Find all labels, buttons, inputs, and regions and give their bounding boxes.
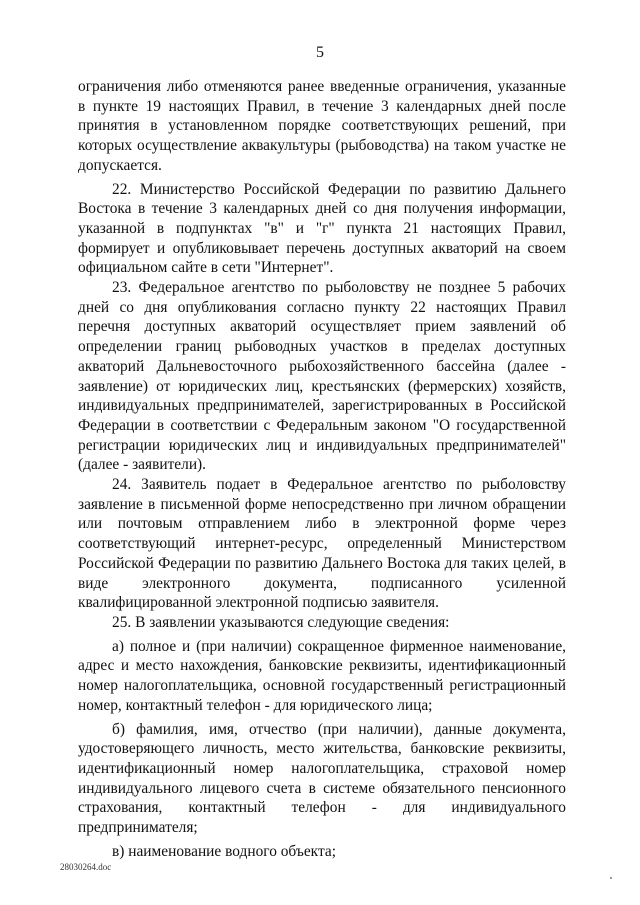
document-body [78,77,566,861]
subparagraph-b: б) фамилия, имя, отчество (при наличии), данные документа, удостоверяющего личность, место жительства, банковские реквизиты, идентификационный номер налогоплательщика, страховой номер индивидуального лицевого счета в системе обязательного пенсионного страхования, контактный телефон - для индивидуального предпринимателя; [78,720,566,837]
paragraph-25: 25. В заявлении указываются следующие сведения: [112,613,450,631]
paragraph-22: 22. Министерство Российской Федерации по развитию Дальнего Востока в течение 3 календарных дней со дня получения информации, указанной в подпунктах "в" и "г" пункта 21 настоящих Правил, формирует и опубликовывает перечень доступных акваторий на своем официальном сайте в сети "Интернет". [78,180,566,277]
subparagraph-a: а) полное и (при наличии) сокращенное фирменное наименование, адрес и место нахождения, банковские реквизиты, идентификационный номер налогоплательщика, основной государственный регистрационный номер, контактный телефон - для юридического лица; [78,637,566,714]
document-file-id: 28030264.doc [60,862,112,872]
paragraph-23: 23. Федеральное агентство по рыболовству не позднее 5 рабочих дней со дня опубликования согласно пункту 22 настоящих Правил перечня доступных акваторий осуществляет прием заявлений об определении границ рыбоводных участков в пределах доступных акваторий Дальневосточного рыбохозяйственного бассейна (далее - заявление) от юридических лиц, крестьянских (фермерских) хозяйств, индивидуальных предпринимателей, зарегистрированных в Российской Федерации в соответствии с Федеральным законом "О государственной регистрации юридических лиц и индивидуальных предпринимателей" (далее - заявители). [78,279,566,474]
paragraph-24: 24. Заявитель подает в Федеральное агентство по рыболовству заявление в письменной форме непосредственно при личном обращении или почтовым отправлением либо в электронной форме через соответствующий интернет-ресурс, определенный Министерством Российской Федерации по развитию Дальнего Востока для таких целей, в виде электронного документа, подписанного усиленной квалифицированной электронной подписью заявителя. [78,476,566,612]
scan-speck [610,877,612,879]
subparagraph-v: в) наименование водного объекта; [112,842,336,860]
paragraph-continuation: ограничения либо отменяются ранее введенные ограничения, указанные в пункте 19 настоящих Правил, в течение 3 календарных дней после принятия в установленном порядке соответствующих решений, при которых осуществление аквакультуры (рыбоводства) на таком участке не допускается. [78,78,566,174]
page-number: 5 [316,44,324,61]
